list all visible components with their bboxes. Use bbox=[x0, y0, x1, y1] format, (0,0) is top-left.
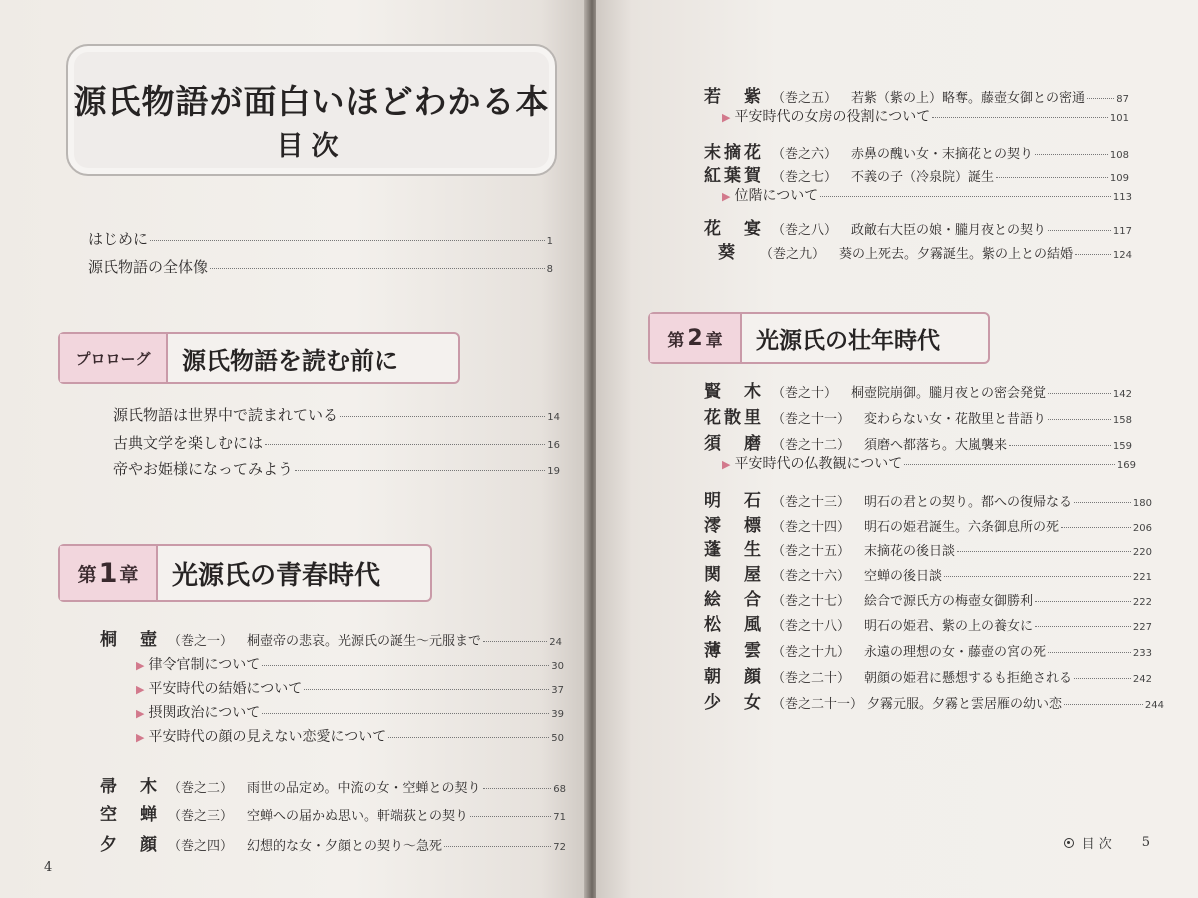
toc-entry[interactable] bbox=[100, 830, 566, 855]
volume-number: （巻之十六） bbox=[772, 569, 851, 584]
chapter-name: 関 屋 bbox=[704, 565, 764, 585]
chapter1-title: 光源氏の青春時代 bbox=[172, 560, 381, 591]
title-box bbox=[66, 44, 557, 176]
leader-dots bbox=[444, 846, 551, 847]
chapter-suffix: 章 bbox=[119, 563, 139, 586]
leader-dots bbox=[1048, 419, 1111, 420]
leader-dots bbox=[932, 117, 1108, 118]
chapter-name: 須 磨 bbox=[704, 434, 764, 454]
volume-number: （巻之六） bbox=[772, 147, 838, 162]
toc-entry[interactable] bbox=[704, 560, 1152, 585]
leader-dots bbox=[1035, 601, 1131, 602]
leader-dots bbox=[150, 240, 545, 241]
toc-subentry[interactable] bbox=[722, 453, 1136, 473]
page-number: 71 bbox=[553, 812, 566, 823]
left-page bbox=[0, 0, 588, 898]
toc-subentry[interactable] bbox=[136, 654, 564, 674]
volume-number: （巻之十七） bbox=[772, 594, 851, 609]
volume-number: （巻之八） bbox=[772, 223, 838, 238]
page-number: 142 bbox=[1112, 389, 1132, 400]
entry-description: 桐壺院崩御。朧月夜との密会発覚 bbox=[851, 386, 1047, 401]
circle-bullet-icon bbox=[1064, 838, 1074, 848]
page-number: 19 bbox=[547, 466, 560, 477]
leader-dots bbox=[1064, 704, 1143, 705]
triangle-bullet-icon: ▶ bbox=[136, 683, 145, 696]
volume-number: （巻之十五） bbox=[772, 544, 851, 559]
toc-entry[interactable] bbox=[704, 138, 1129, 163]
leader-dots bbox=[340, 416, 545, 417]
leader-dots bbox=[1061, 527, 1131, 528]
triangle-bullet-icon: ▶ bbox=[722, 111, 731, 124]
page-number: 242 bbox=[1132, 674, 1152, 685]
leader-dots bbox=[1075, 254, 1111, 255]
entry-description: 若紫（紫の上）略奪。藤壺女御との密通 bbox=[851, 91, 1086, 106]
book-title: 源氏物語が面白いほどわかる本 bbox=[73, 82, 550, 121]
page-number: 16 bbox=[547, 440, 560, 451]
page-number: 158 bbox=[1112, 415, 1132, 426]
toc-entry[interactable] bbox=[704, 688, 1164, 713]
toc-subentry[interactable] bbox=[136, 726, 564, 746]
entry-description: 赤鼻の醜い女・末摘花との契り bbox=[851, 147, 1034, 162]
toc-label: 源氏物語は世界中で読まれている bbox=[113, 406, 339, 424]
toc-entry[interactable] bbox=[100, 625, 562, 650]
chapter-name: 花散里 bbox=[704, 408, 764, 428]
page-number: 39 bbox=[551, 709, 564, 720]
page-number: 8 bbox=[546, 264, 553, 275]
entry-description: 幻想的な女・夕顔との契り〜急死 bbox=[247, 839, 443, 854]
page-number: 14 bbox=[547, 412, 560, 423]
toc-entry[interactable] bbox=[704, 636, 1152, 661]
volume-number: （巻之一） bbox=[168, 634, 234, 649]
prologue-header bbox=[58, 332, 460, 384]
toc-row[interactable] bbox=[113, 432, 560, 453]
toc-entry[interactable] bbox=[704, 535, 1152, 560]
entry-description: 明石の姫君誕生。六条御息所の死 bbox=[864, 520, 1060, 535]
leader-dots bbox=[262, 665, 549, 666]
subentry-label: 平安時代の仏教観について bbox=[734, 456, 903, 472]
leader-dots bbox=[1074, 502, 1131, 503]
page-number: 159 bbox=[1112, 441, 1132, 452]
chapter-name: 花 宴 bbox=[704, 219, 764, 239]
entry-description: 永遠の理想の女・藤壺の宮の死 bbox=[864, 645, 1047, 660]
triangle-bullet-icon: ▶ bbox=[722, 458, 731, 471]
volume-number: （巻之二） bbox=[168, 781, 234, 796]
leader-dots bbox=[1048, 230, 1111, 231]
toc-heading: 目次 bbox=[276, 131, 347, 162]
chapter-name: 松 風 bbox=[704, 615, 764, 635]
leader-dots bbox=[388, 737, 549, 738]
volume-number: （巻之十三） bbox=[772, 495, 851, 510]
leader-dots bbox=[1048, 652, 1131, 653]
right-page-number: 5 bbox=[1141, 835, 1150, 850]
toc-label: はじめに bbox=[88, 230, 149, 248]
subentry-label: 摂関政治について bbox=[148, 705, 261, 721]
volume-number: （巻之十九） bbox=[772, 645, 851, 660]
toc-entry[interactable] bbox=[704, 377, 1132, 402]
toc-row-overview[interactable] bbox=[88, 256, 553, 277]
chapter-name: 澪 標 bbox=[704, 516, 764, 536]
page-number: 37 bbox=[551, 685, 564, 696]
page-number: 169 bbox=[1116, 460, 1136, 471]
leader-dots bbox=[1035, 154, 1108, 155]
page-number: 50 bbox=[551, 733, 564, 744]
subentry-label: 律令官制について bbox=[148, 657, 261, 673]
page-number: 180 bbox=[1132, 498, 1152, 509]
chapter-name: 葵 bbox=[718, 243, 738, 263]
toc-subentry[interactable] bbox=[722, 185, 1132, 205]
leader-dots bbox=[1074, 678, 1131, 679]
page-number: 124 bbox=[1112, 250, 1132, 261]
chapter-name: 空 蝉 bbox=[100, 805, 160, 825]
footer-label: 目 次 bbox=[1081, 837, 1112, 852]
toc-entry[interactable] bbox=[704, 82, 1129, 107]
page-number: 233 bbox=[1132, 648, 1152, 659]
page-number: 87 bbox=[1116, 94, 1129, 105]
entry-description: 末摘花の後日談 bbox=[864, 544, 956, 559]
toc-entry[interactable] bbox=[704, 662, 1152, 687]
triangle-bullet-icon: ▶ bbox=[136, 659, 145, 672]
toc-entry[interactable] bbox=[704, 161, 1129, 186]
chapter-name: 絵 合 bbox=[704, 590, 764, 610]
subentry-label: 平安時代の顔の見えない恋愛について bbox=[148, 729, 387, 745]
chapter-name: 賢 木 bbox=[704, 382, 764, 402]
volume-number: （巻之五） bbox=[772, 91, 838, 106]
entry-description: 葵の上死去。夕霧誕生。紫の上との結婚 bbox=[839, 247, 1074, 262]
toc-entry[interactable] bbox=[718, 238, 1132, 263]
volume-number: （巻之九） bbox=[760, 247, 826, 262]
entry-description: 明石の姫君、紫の上の養女に bbox=[864, 619, 1034, 634]
page-number: 109 bbox=[1109, 173, 1129, 184]
subentry-label: 平安時代の結婚について bbox=[148, 681, 303, 697]
entry-description: 須磨へ都落ち。大嵐襲来 bbox=[864, 438, 1008, 453]
page-number: 108 bbox=[1109, 150, 1129, 161]
leader-dots bbox=[304, 689, 549, 690]
leader-dots bbox=[470, 816, 551, 817]
leader-dots bbox=[265, 444, 545, 445]
toc-entry[interactable] bbox=[704, 585, 1152, 610]
volume-number: （巻之七） bbox=[772, 170, 838, 185]
chapter-number: 2 bbox=[687, 325, 703, 351]
chapter-name: 蓬 生 bbox=[704, 540, 764, 560]
chapter2-tag bbox=[650, 314, 742, 362]
volume-number: （巻之三） bbox=[168, 809, 234, 824]
prologue-tag: プロローグ bbox=[60, 334, 168, 382]
leader-dots bbox=[210, 268, 545, 269]
page-number: 221 bbox=[1132, 572, 1152, 583]
page-number: 222 bbox=[1132, 597, 1152, 608]
toc-row[interactable] bbox=[113, 458, 560, 479]
chapter-suffix: 章 bbox=[705, 330, 723, 351]
toc-entry[interactable] bbox=[704, 511, 1152, 536]
chapter-prefix: 第 bbox=[77, 563, 97, 586]
leader-dots bbox=[295, 470, 545, 471]
page-number: 227 bbox=[1132, 622, 1152, 633]
volume-number: （巻之十八） bbox=[772, 619, 851, 634]
chapter-name: 紅葉賀 bbox=[704, 166, 764, 186]
leader-dots bbox=[1035, 626, 1131, 627]
chapter2-header bbox=[648, 312, 990, 364]
entry-description: 政敵右大臣の娘・朧月夜との契り bbox=[851, 223, 1047, 238]
leader-dots bbox=[996, 177, 1108, 178]
toc-entry[interactable] bbox=[704, 486, 1152, 511]
leader-dots bbox=[1048, 393, 1111, 394]
toc-entry[interactable] bbox=[100, 772, 566, 797]
volume-number: （巻之十四） bbox=[772, 520, 851, 535]
toc-label: 古典文学を楽しむには bbox=[113, 434, 264, 452]
leader-dots bbox=[957, 551, 1131, 552]
leader-dots bbox=[1009, 445, 1111, 446]
volume-number: （巻之十一） bbox=[772, 412, 851, 427]
page-number: 244 bbox=[1144, 700, 1164, 711]
subentry-label: 平安時代の女房の役割について bbox=[734, 109, 931, 125]
volume-number: （巻之四） bbox=[168, 839, 234, 854]
volume-number: （巻之十二） bbox=[772, 438, 851, 453]
entry-description: 不義の子（冷泉院）誕生 bbox=[851, 170, 995, 185]
triangle-bullet-icon: ▶ bbox=[722, 190, 731, 203]
chapter-name: 朝 顔 bbox=[704, 667, 764, 687]
toc-subentry[interactable] bbox=[722, 106, 1129, 126]
leader-dots bbox=[944, 576, 1131, 577]
right-page bbox=[596, 0, 1198, 898]
entry-description: 桐壺帝の悲哀。光源氏の誕生〜元服まで bbox=[247, 634, 482, 649]
toc-entry[interactable] bbox=[704, 403, 1132, 428]
chapter-number: 1 bbox=[98, 557, 118, 589]
volume-number: （巻之十） bbox=[772, 386, 838, 401]
toc-subentry[interactable] bbox=[136, 702, 564, 722]
chapter-name: 明 石 bbox=[704, 491, 764, 511]
triangle-bullet-icon: ▶ bbox=[136, 707, 145, 720]
toc-subentry[interactable] bbox=[136, 678, 564, 698]
page-number: 206 bbox=[1132, 523, 1152, 534]
page-number: 24 bbox=[549, 637, 562, 648]
page-number: 113 bbox=[1112, 192, 1132, 203]
chapter-name: 若 紫 bbox=[704, 87, 764, 107]
triangle-bullet-icon: ▶ bbox=[136, 731, 145, 744]
page-number: 220 bbox=[1132, 547, 1152, 558]
entry-description: 明石の君との契り。都への復帰なる bbox=[864, 495, 1073, 510]
chapter-name: 桐 壺 bbox=[100, 630, 160, 650]
entry-description: 絵合で源氏方の梅壺女御勝利 bbox=[864, 594, 1034, 609]
page-footer bbox=[1064, 833, 1150, 852]
chapter-name: 薄 雲 bbox=[704, 641, 764, 661]
chapter1-tag bbox=[60, 546, 158, 600]
chapter-name: 帚 木 bbox=[100, 777, 160, 797]
page-number: 30 bbox=[551, 661, 564, 672]
page-number: 1 bbox=[546, 236, 553, 247]
toc-entry[interactable] bbox=[704, 429, 1132, 454]
chapter1-header bbox=[58, 544, 432, 602]
left-page-number: 4 bbox=[44, 860, 53, 875]
entry-description: 夕霧元服。夕霧と雲居雁の幼い恋 bbox=[867, 697, 1063, 712]
leader-dots bbox=[1087, 98, 1114, 99]
entry-description: 空蝉への届かぬ思い。軒端荻との契り bbox=[247, 809, 469, 824]
leader-dots bbox=[483, 788, 552, 789]
page-number: 72 bbox=[553, 842, 566, 853]
toc-label: 源氏物語の全体像 bbox=[88, 258, 209, 276]
toc-entry[interactable] bbox=[704, 610, 1152, 635]
page-number: 117 bbox=[1112, 226, 1132, 237]
chapter-name: 末摘花 bbox=[704, 143, 764, 163]
leader-dots bbox=[904, 464, 1115, 465]
entry-description: 変わらない女・花散里と昔語り bbox=[864, 412, 1047, 427]
toc-row-intro[interactable] bbox=[88, 228, 553, 249]
leader-dots bbox=[483, 641, 547, 642]
leader-dots bbox=[262, 713, 549, 714]
chapter2-title: 光源氏の壮年時代 bbox=[756, 327, 940, 354]
prologue-title: 源氏物語を読む前に bbox=[182, 346, 398, 375]
chapter-name: 夕 顔 bbox=[100, 835, 160, 855]
page-number: 101 bbox=[1109, 113, 1129, 124]
toc-entry[interactable] bbox=[100, 800, 566, 825]
toc-entry[interactable] bbox=[704, 214, 1132, 239]
toc-row[interactable] bbox=[113, 404, 560, 425]
entry-description: 雨世の品定め。中流の女・空蝉との契り bbox=[247, 781, 481, 796]
entry-description: 空蝉の後日談 bbox=[864, 569, 943, 584]
page-number: 68 bbox=[553, 784, 566, 795]
volume-number: （巻之二十一） bbox=[772, 697, 864, 712]
chapter-prefix: 第 bbox=[667, 330, 685, 351]
entry-description: 朝顔の姫君に懸想するも拒絶される bbox=[864, 671, 1073, 686]
toc-label: 帝やお姫様になってみよう bbox=[113, 460, 294, 478]
leader-dots bbox=[820, 196, 1111, 197]
volume-number: （巻之二十） bbox=[772, 671, 851, 686]
subentry-label: 位階について bbox=[734, 188, 819, 204]
chapter-name: 少 女 bbox=[704, 693, 764, 713]
